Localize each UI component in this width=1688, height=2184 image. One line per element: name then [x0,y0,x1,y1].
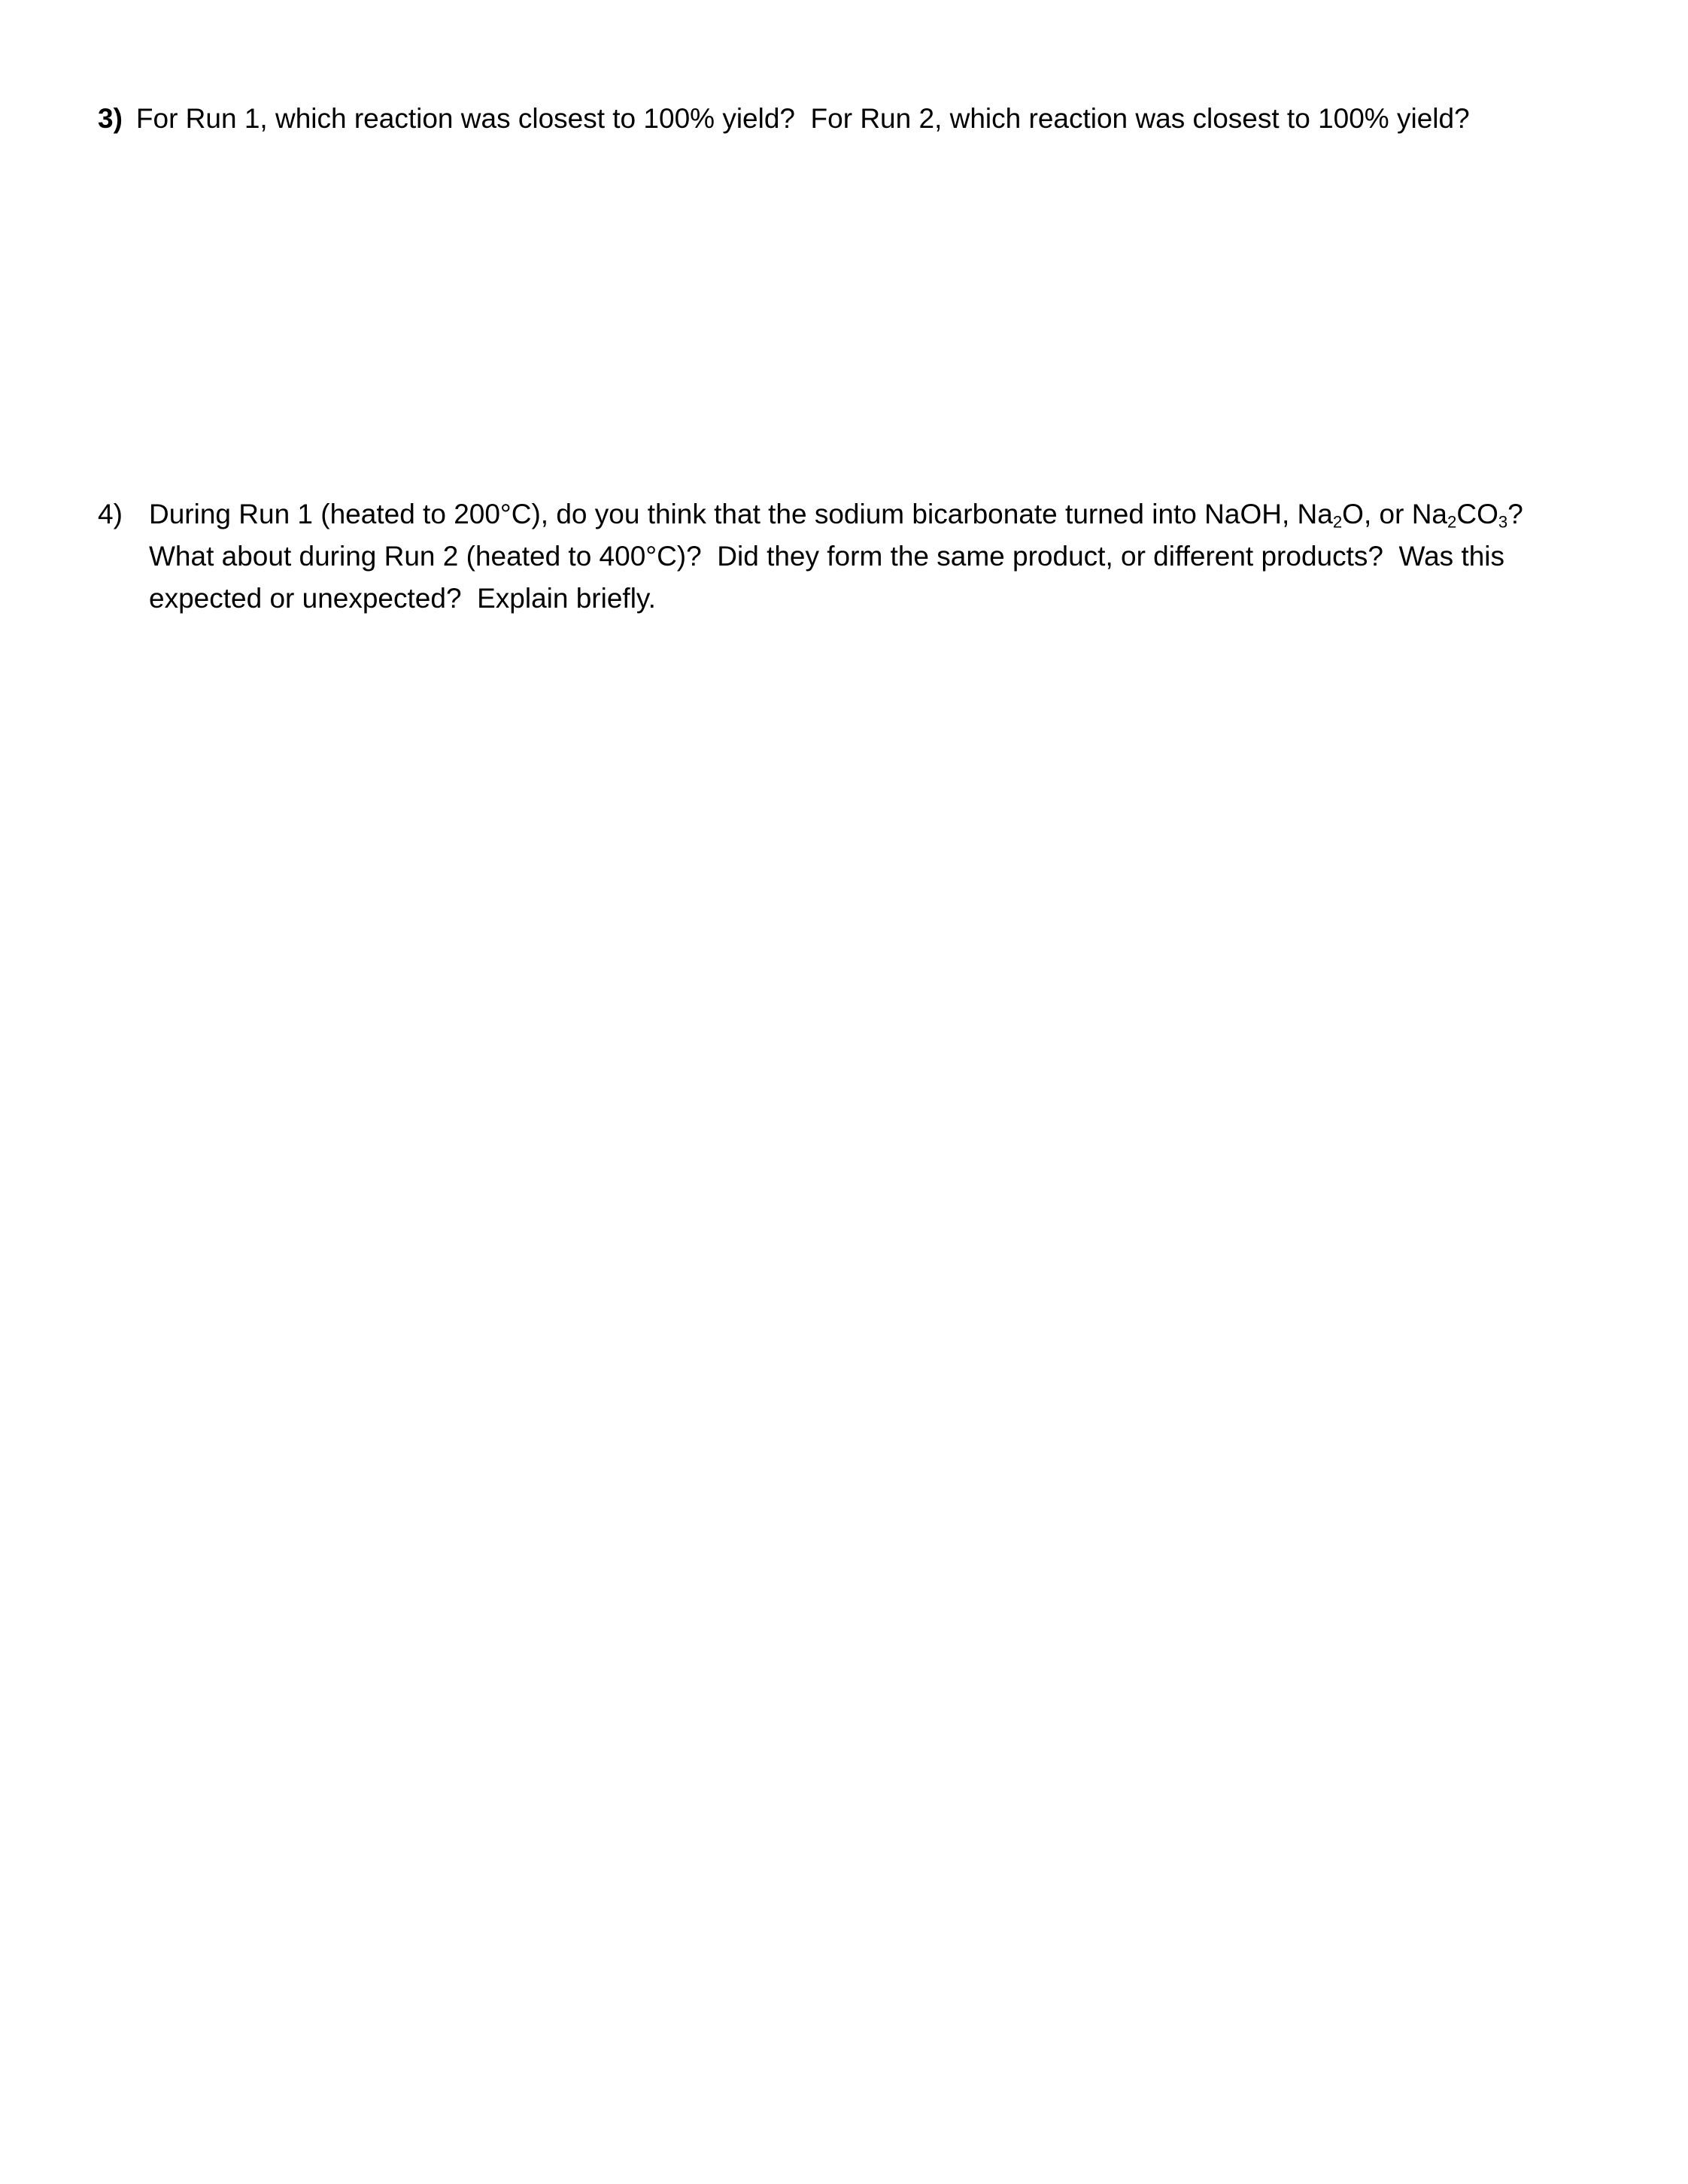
question-4-answer-space [98,632,1587,2098]
question-4-line-1-text-c: CO [1456,499,1498,529]
question-4-line-3: expected or unexpected? Explain briefly. [149,583,656,614]
question-4-line-1-text-a: During Run 1 (heated to 200°C), do you think that the sodium bicarbonate turned into NaOH, Na [149,499,1333,529]
question-4 [98,493,1587,620]
question-4-line-1-text-d: ? [1507,499,1523,529]
question-3-answer-space [98,150,1587,474]
question-4-line-1-text-b: O, or Na [1342,499,1447,529]
subscript-2-na2o: 2 [1332,512,1343,532]
question-4-number: 4) [98,499,123,529]
question-3-text: For Run 1, which reaction was closest to 100% yield? For Run 2, which reaction was closest to 100% yield? [135,103,1470,134]
question-4-line-2: What about during Run 2 (heated to 400°C)? Did they form the same product, or different products? Was this [149,541,1505,572]
subscript-2-na2co3: 2 [1447,512,1457,532]
subscript-3-na2co3: 3 [1498,512,1508,532]
question-3-number: 3) [98,103,123,134]
question-4-body [149,493,1587,620]
question-4-line-1 [149,493,1587,535]
question-3 [98,98,1572,140]
